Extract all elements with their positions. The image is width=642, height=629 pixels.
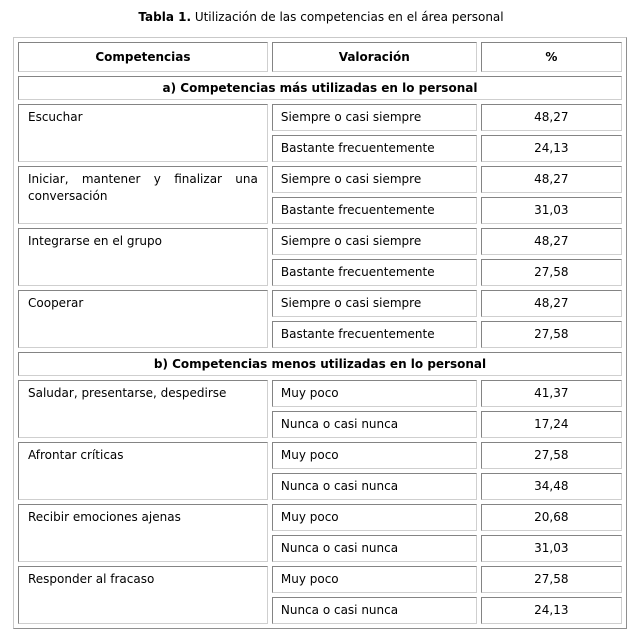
section-heading: a) Competencias más utilizadas en lo personal (18, 76, 622, 100)
valoracion-cell: Bastante frecuentemente (272, 321, 477, 348)
competencia-cell: Recibir emociones ajenas (18, 504, 268, 562)
percentage-cell: 27,58 (481, 259, 622, 286)
header-valoracion: Valoración (272, 42, 477, 72)
percentage-cell: 20,68 (481, 504, 622, 531)
percentage-cell: 27,58 (481, 442, 622, 469)
competencia-cell: Integrarse en el grupo (18, 228, 268, 286)
competencia-cell: Cooperar (18, 290, 268, 348)
header-percentage: % (481, 42, 622, 72)
valoracion-cell: Bastante frecuentemente (272, 197, 477, 224)
percentage-cell: 48,27 (481, 104, 622, 131)
section-heading-row (18, 352, 622, 376)
data-row (18, 228, 622, 255)
valoracion-cell: Nunca o casi nunca (272, 597, 477, 624)
percentage-cell: 27,58 (481, 566, 622, 593)
header-row (18, 42, 622, 72)
competencia-cell: Responder al fracaso (18, 566, 268, 624)
valoracion-cell: Nunca o casi nunca (272, 411, 477, 438)
percentage-cell: 48,27 (481, 290, 622, 317)
data-row (18, 166, 622, 193)
data-row (18, 442, 622, 469)
data-row (18, 380, 622, 407)
percentage-cell: 48,27 (481, 166, 622, 193)
data-row (18, 504, 622, 531)
valoracion-cell: Muy poco (272, 566, 477, 593)
percentage-cell: 48,27 (481, 228, 622, 255)
valoracion-cell: Muy poco (272, 442, 477, 469)
competencia-cell: Iniciar, mantener y finalizar una conversación (18, 166, 268, 224)
percentage-cell: 24,13 (481, 135, 622, 162)
percentage-cell: 34,48 (481, 473, 622, 500)
valoracion-cell: Muy poco (272, 504, 477, 531)
percentage-cell: 31,03 (481, 197, 622, 224)
percentage-cell: 24,13 (481, 597, 622, 624)
table-title (0, 0, 642, 25)
valoracion-cell: Bastante frecuentemente (272, 135, 477, 162)
section-heading-row (18, 76, 622, 100)
section-heading: b) Competencias menos utilizadas en lo personal (18, 352, 622, 376)
valoracion-cell: Nunca o casi nunca (272, 473, 477, 500)
valoracion-cell: Bastante frecuentemente (272, 259, 477, 286)
competencia-cell: Escuchar (18, 104, 268, 162)
valoracion-cell: Siempre o casi siempre (272, 228, 477, 255)
data-row (18, 104, 622, 131)
valoracion-cell: Siempre o casi siempre (272, 290, 477, 317)
valoracion-cell: Siempre o casi siempre (272, 104, 477, 131)
competencia-cell: Saludar, presentarse, despedirse (18, 380, 268, 438)
table-title-label: Tabla 1. (138, 10, 191, 24)
table-body (18, 76, 622, 624)
percentage-cell: 31,03 (481, 535, 622, 562)
percentage-cell: 41,37 (481, 380, 622, 407)
data-row (18, 566, 622, 593)
percentage-cell: 17,24 (481, 411, 622, 438)
header-competencias: Competencias (18, 42, 268, 72)
table-title-text: Utilización de las competencias en el área personal (191, 10, 504, 24)
data-row (18, 290, 622, 317)
valoracion-cell: Siempre o casi siempre (272, 166, 477, 193)
competencia-cell: Afrontar críticas (18, 442, 268, 500)
valoracion-cell: Nunca o casi nunca (272, 535, 477, 562)
valoracion-cell: Muy poco (272, 380, 477, 407)
competencias-table (13, 37, 627, 629)
percentage-cell: 27,58 (481, 321, 622, 348)
